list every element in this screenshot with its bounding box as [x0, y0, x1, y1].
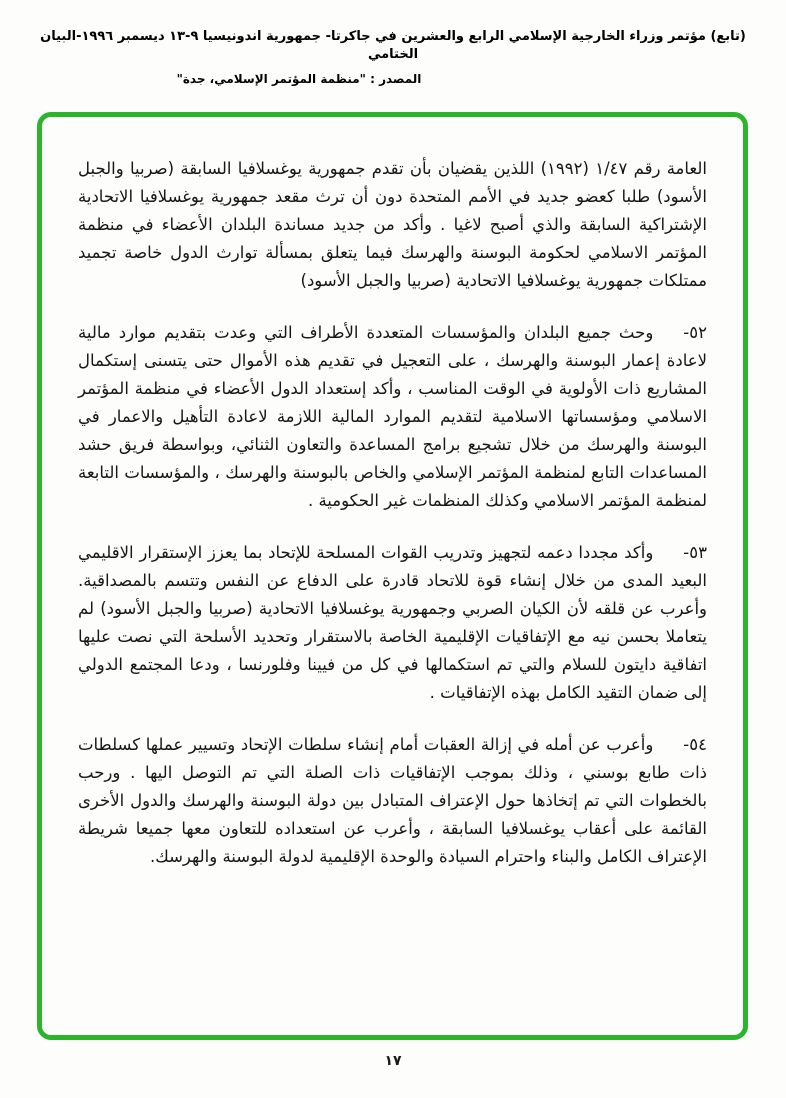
paragraph-54 — [78, 731, 707, 871]
paragraph-53 — [78, 539, 707, 707]
document-header — [0, 0, 786, 87]
paragraph-text: العامة رقم ١/٤٧ (١٩٩٢) اللذين يقضيان بأن تقدم جمهورية يوغسلافيا السابقة (صربيا والجبل الأسود) طلبا كعضو جديد في الأمم المتحدة دون أن ترث مقعد جمهورية يوغسلافيا الاتحادية الإشتراكية السابقة والذي أصبح لاغيا . وأكد من جديد مساندة البلدان الأعضاء في منظمة المؤتمر الاسلامي لحكومة البوسنة والهرسك فيما يتعلق بمسألة توارث الدول خاصة تجميد ممتلكات جمهورية يوغسلافيا الاتحادية (صربيا والجبل الأسود) — [78, 159, 707, 290]
header-title: (تابع) مؤتمر وزراء الخارجية الإسلامي الرابع والعشرين في جاكرتا- جمهورية اندونيسيا ٩-١٣ ديسمبر ١٩٩٦-البيان الختامي — [40, 29, 746, 62]
paragraph-number: ٥٤- — [683, 735, 707, 754]
paragraph-text: وأعرب عن أمله في إزالة العقبات أمام إنشاء سلطات الإتحاد وتسيير عملها كسلطات ذات طابع بوسني ، وذلك بموجب الإتفاقيات ذات الصلة التي تم التوصل اليها . ورحب بالخطوات التي تم إتخاذها حول الإعتراف المتبادل بين دولة البوسنة والهرسك والدول الأخرى القائمة على أعقاب يوغسلافيا السابقة ، وأعرب عن استعداده للتعاون معها جميعا شريطة الإعتراف الكامل والبناء واحترام السيادة والوحدة الإقليمية لدولة البوسنة والهرسك. — [78, 735, 707, 866]
paragraph-continuation — [78, 155, 707, 295]
paragraph-text: وحث جميع البلدان والمؤسسات المتعددة الأطراف التي وعدت بتقديم موارد مالية لاعادة إعمار البوسنة والهرسك ، على التعجيل في تقديم هذه الأموال حتى يتسنى إستكمال المشاريع ذات الأولوية في الوقت المناسب ، وأكد إستعداد الدول الأعضاء في منظمة المؤتمر الاسلامي ومؤسساتها الاسلامية لتقديم الموارد المالية اللازمة لاعادة التأهيل والاعمار في البوسنة والهرسك من خلال تشجيع برامج المساعدة والتعاون الثنائي، وبواسطة فريق حشد المساعدات التابع لمنظمة المؤتمر الإسلامي والخاص بالبوسنة والهرسك ، والمؤسسات التابعة لمنظمة المؤتمر الاسلامي وكذلك المنظمات غير الحكومية . — [78, 323, 707, 510]
header-source: المصدر : "منظمة المؤتمر الإسلامي، جدة" — [176, 72, 422, 86]
paragraph-number: ٥٣- — [683, 543, 707, 562]
content-frame — [37, 112, 748, 1040]
paragraph-number: ٥٢- — [683, 323, 707, 342]
paragraph-text: وأكد مجددا دعمه لتجهيز وتدريب القوات المسلحة للإتحاد بما يعزز الإستقرار الاقليمي البعيد المدى من خلال إنشاء قوة للاتحاد قادرة على الدفاع عن النفس وتتسم بالمصداقية. وأعرب عن قلقه لأن الكيان الصربي وجمهورية يوغسلافيا الاتحادية (صربيا والجبل الأسود) لم يتعاملا بحسن نيه مع الإتفاقيات الإقليمية الخاصة بالاستقرار وتحديد الأسلحة التي نصت عليها اتفاقية دايتون للسلام والتي تم استكمالها في كل من فيينا وفلورنسا ، ودعا المجتمع الدولي إلى ضمان التقيد الكامل بهذه الإتفاقيات . — [78, 543, 707, 702]
document-footer — [0, 1050, 786, 1069]
page-number: ١٧ — [384, 1053, 402, 1069]
paragraph-52 — [78, 319, 707, 515]
